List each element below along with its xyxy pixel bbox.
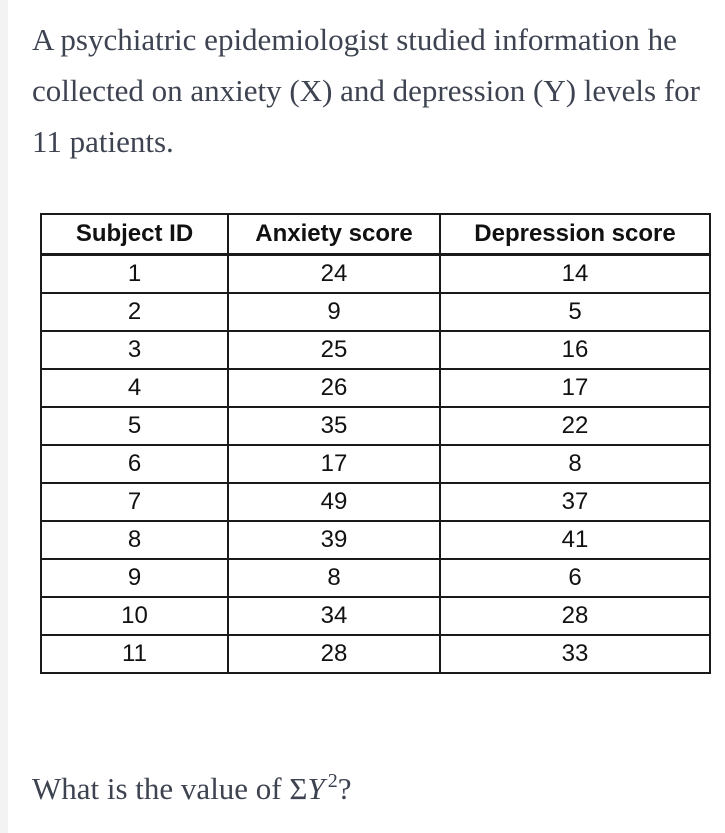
table-row <box>41 483 710 521</box>
anxiety-score-cell: 28 <box>228 635 440 673</box>
depression-score-cell: 41 <box>440 521 710 559</box>
anxiety-score-cell: 49 <box>228 483 440 521</box>
question-exponent: 2 <box>327 770 338 792</box>
subject-id-cell: 5 <box>41 407 228 445</box>
table-row <box>41 597 710 635</box>
depression-score-cell: 22 <box>440 407 710 445</box>
header-depression-score: Depression score <box>440 214 710 255</box>
table-row <box>41 255 710 294</box>
subject-id-cell: 4 <box>41 369 228 407</box>
question-text <box>32 770 351 807</box>
anxiety-score-cell: 24 <box>228 255 440 294</box>
subject-id-cell: 1 <box>41 255 228 294</box>
anxiety-score-cell: 39 <box>228 521 440 559</box>
subject-id-cell: 3 <box>41 331 228 369</box>
table-header-row <box>41 214 710 255</box>
question-variable: Y <box>307 771 325 806</box>
depression-score-cell: 33 <box>440 635 710 673</box>
subject-id-cell: 10 <box>41 597 228 635</box>
problem-intro-text: A psychiatric epidemiologist studied information he collected on anxiety (X) and depression (Y) levels for 11 patients. <box>32 22 700 159</box>
table-row <box>41 445 710 483</box>
anxiety-score-cell: 35 <box>228 407 440 445</box>
header-anxiety-score: Anxiety score <box>228 214 440 255</box>
depression-score-cell: 8 <box>440 445 710 483</box>
depression-score-cell: 5 <box>440 293 710 331</box>
anxiety-score-cell: 17 <box>228 445 440 483</box>
question-prefix: What is the value of <box>32 771 290 806</box>
table-row <box>41 635 710 673</box>
anxiety-score-cell: 26 <box>228 369 440 407</box>
subject-id-cell: 8 <box>41 521 228 559</box>
subject-id-cell: 6 <box>41 445 228 483</box>
subject-id-cell: 11 <box>41 635 228 673</box>
anxiety-score-cell: 8 <box>228 559 440 597</box>
depression-score-cell: 16 <box>440 331 710 369</box>
subject-id-cell: 7 <box>41 483 228 521</box>
depression-score-cell: 28 <box>440 597 710 635</box>
table-row <box>41 331 710 369</box>
anxiety-score-cell: 34 <box>228 597 440 635</box>
depression-score-cell: 37 <box>440 483 710 521</box>
question-suffix: ? <box>337 771 352 806</box>
anxiety-score-cell: 9 <box>228 293 440 331</box>
depression-score-cell: 6 <box>440 559 710 597</box>
table-row <box>41 293 710 331</box>
subject-id-cell: 2 <box>41 293 228 331</box>
anxiety-depression-table <box>40 213 711 674</box>
subject-id-cell: 9 <box>41 559 228 597</box>
data-table-container <box>40 213 711 674</box>
table-row <box>41 369 710 407</box>
left-margin-strip <box>0 0 8 833</box>
table-row <box>41 407 710 445</box>
anxiety-score-cell: 25 <box>228 331 440 369</box>
sigma-symbol: Σ <box>289 771 308 806</box>
header-subject-id: Subject ID <box>41 214 228 255</box>
table-row <box>41 559 710 597</box>
depression-score-cell: 14 <box>440 255 710 294</box>
table-row <box>41 521 710 559</box>
depression-score-cell: 17 <box>440 369 710 407</box>
